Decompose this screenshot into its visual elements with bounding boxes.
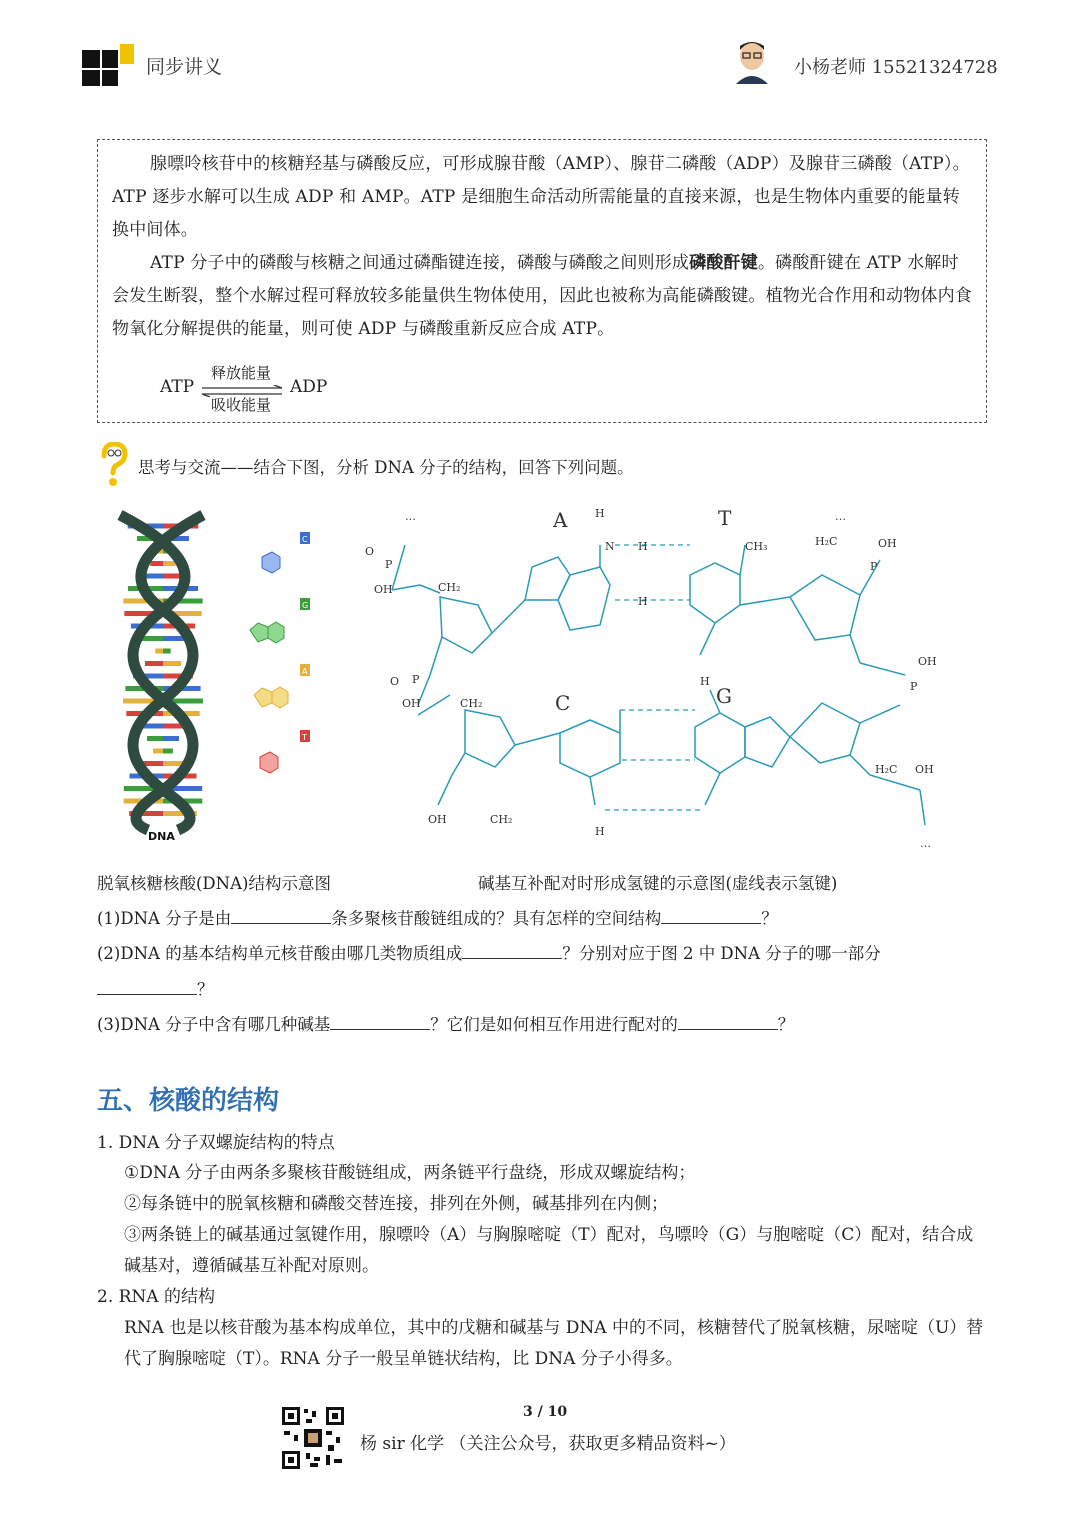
svg-text:H₂C: H₂C bbox=[875, 763, 898, 776]
p2-after: 。磷酸酐键在 ATP 水解时会发生断裂，整个水解过程可释放较多能量供生物体使用，因此也被称为高能磷酸键。植物光合作用和动物体内食物氧化分解提供的能量，则可使 ADP 与磷酸重新反应合成 ATP。 bbox=[112, 253, 972, 339]
svg-text:CH₃: CH₃ bbox=[745, 540, 768, 553]
atp-paragraph-2 bbox=[112, 247, 974, 346]
svg-text:CH₂: CH₂ bbox=[490, 813, 513, 826]
svg-text:…: … bbox=[835, 510, 846, 523]
svg-text:OH: OH bbox=[402, 697, 421, 710]
blank-2[interactable] bbox=[661, 907, 761, 924]
header-title: 同步讲义 bbox=[146, 56, 223, 78]
svg-text:H: H bbox=[638, 540, 648, 553]
pair-label-g: G bbox=[716, 684, 732, 708]
blank-1[interactable] bbox=[231, 907, 331, 924]
svg-text:…: … bbox=[405, 510, 416, 523]
svg-text:CH₂: CH₂ bbox=[438, 581, 461, 594]
think-prompt: 思考与交流——结合下图，分析 DNA 分子的结构，回答下列问题。 bbox=[138, 458, 634, 477]
brand-logo bbox=[80, 42, 136, 88]
svg-text:O: O bbox=[390, 675, 400, 688]
svg-text:P: P bbox=[910, 680, 918, 693]
svg-text:A: A bbox=[302, 667, 308, 676]
svg-text:…: … bbox=[920, 837, 931, 850]
svg-text:OH: OH bbox=[915, 763, 934, 776]
question-mark-icon bbox=[98, 442, 128, 488]
svg-text:H: H bbox=[595, 825, 605, 838]
svg-text:H: H bbox=[700, 675, 710, 688]
dna-point-1: ①DNA 分子由两条多聚核苷酸链组成，两条链平行盘绕，形成双螺旋结构； bbox=[124, 1163, 696, 1183]
svg-text:H: H bbox=[638, 595, 648, 608]
question-2-cont: ？ bbox=[97, 976, 987, 1000]
svg-text:OH: OH bbox=[374, 583, 393, 596]
svg-text:P: P bbox=[870, 560, 878, 573]
blank-6[interactable] bbox=[678, 1013, 778, 1030]
svg-text:P: P bbox=[412, 673, 420, 686]
section-title: 五、核酸的结构 bbox=[97, 1086, 280, 1116]
section-heading-1: 1. DNA 分子双螺旋结构的特点 bbox=[97, 1133, 335, 1153]
qr-code bbox=[280, 1405, 346, 1471]
dna-helix-figure bbox=[108, 510, 218, 845]
pair-label-a: A bbox=[553, 508, 568, 532]
svg-text:CH₂: CH₂ bbox=[460, 697, 483, 710]
teacher-contact: 小杨老师 15521324728 bbox=[794, 57, 998, 78]
svg-text:OH: OH bbox=[918, 655, 937, 668]
svg-text:OH: OH bbox=[428, 813, 447, 826]
question-2: (2)DNA 的基本结构单元核苷酸由哪几类物质组成 ？分别对应于图 2 中 DNA 分子的哪一部分 bbox=[97, 944, 881, 963]
dna-point-2: ②每条链中的脱氧核糖和磷酸交替连接，排列在外侧，碱基排列在内侧； bbox=[124, 1194, 668, 1214]
p2-bold: 磷酸酐键 bbox=[689, 253, 758, 273]
pair-label-c: C bbox=[555, 691, 571, 715]
pair-label-t: T bbox=[718, 506, 732, 530]
blank-3[interactable] bbox=[462, 942, 562, 959]
page-number: 3 / 10 bbox=[523, 1404, 568, 1420]
blank-5[interactable] bbox=[330, 1013, 430, 1030]
rna-paragraph: RNA 也是以核苷酸为基本构成单位，其中的戊糖和碱基与 DNA 中的不同，核糖替代了脱氧核糖，尿嘧啶（U）替代了胸腺嘧啶（T）。RNA 分子一般呈单链状结构，比 DNA 分子小得多。 bbox=[124, 1318, 984, 1369]
caption-left: 脱氧核糖核酸(DNA)结构示意图 bbox=[97, 874, 331, 893]
base-pairing-diagram bbox=[360, 505, 980, 850]
question-3: (3)DNA 分子中含有哪几种碱基 ？它们是如何相互作用进行配对的 ？ bbox=[97, 1015, 795, 1034]
eq-bottom: 吸收能量 bbox=[211, 396, 272, 414]
atp-paragraph-1: 腺嘌呤核苷中的核糖羟基与磷酸反应，可形成腺苷酸（AMP）、腺苷二磷酸（ADP）及腺苷三磷酸（ATP）。ATP 逐步水解可以生成 ADP 和 AMP。ATP 是细胞生命活动所需能量的直接来源，也是生物体内重要的能量转换中间体。 bbox=[112, 154, 970, 240]
dna-point-3: ③两条链上的碱基通过氢键作用，腺嘌呤（A）与胸腺嘧啶（T）配对，鸟嘌呤（G）与胞嘧啶（C）配对，结合成碱基对，遵循碱基互补配对原则。 bbox=[124, 1225, 974, 1276]
svg-text:G: G bbox=[302, 601, 309, 610]
eq-arrows bbox=[200, 382, 284, 394]
question-1: (1)DNA 分子是由 条多聚核苷酸链组成的？具有怎样的空间结构 ？ bbox=[97, 909, 778, 928]
section-heading-2: 2. RNA 的结构 bbox=[97, 1287, 215, 1307]
svg-text:P: P bbox=[385, 558, 393, 571]
eq-top: 释放能量 bbox=[211, 364, 272, 382]
eq-right: ADP bbox=[290, 377, 328, 397]
base-molecules bbox=[240, 525, 320, 785]
svg-text:H: H bbox=[595, 507, 605, 520]
eq-left: ATP bbox=[160, 377, 195, 397]
svg-text:H₂C: H₂C bbox=[815, 535, 838, 548]
p2-before: ATP 分子中的磷酸与核糖之间通过磷酯键连接，磷酸与磷酸之间则形成 bbox=[150, 253, 690, 273]
svg-text:N: N bbox=[605, 540, 615, 553]
svg-text:OH: OH bbox=[878, 537, 897, 550]
svg-text:C: C bbox=[302, 535, 308, 544]
dna-label: DNA bbox=[148, 830, 175, 843]
svg-text:T: T bbox=[302, 733, 307, 742]
blank-4[interactable] bbox=[97, 978, 197, 995]
caption-right: 碱基互补配对时形成氢键的示意图(虚线表示氢键) bbox=[478, 874, 838, 893]
teacher-avatar bbox=[732, 38, 772, 84]
svg-text:O: O bbox=[365, 545, 375, 558]
footer-text: 杨 sir 化学 （关注公众号，获取更多精品资料~） bbox=[360, 1434, 736, 1454]
